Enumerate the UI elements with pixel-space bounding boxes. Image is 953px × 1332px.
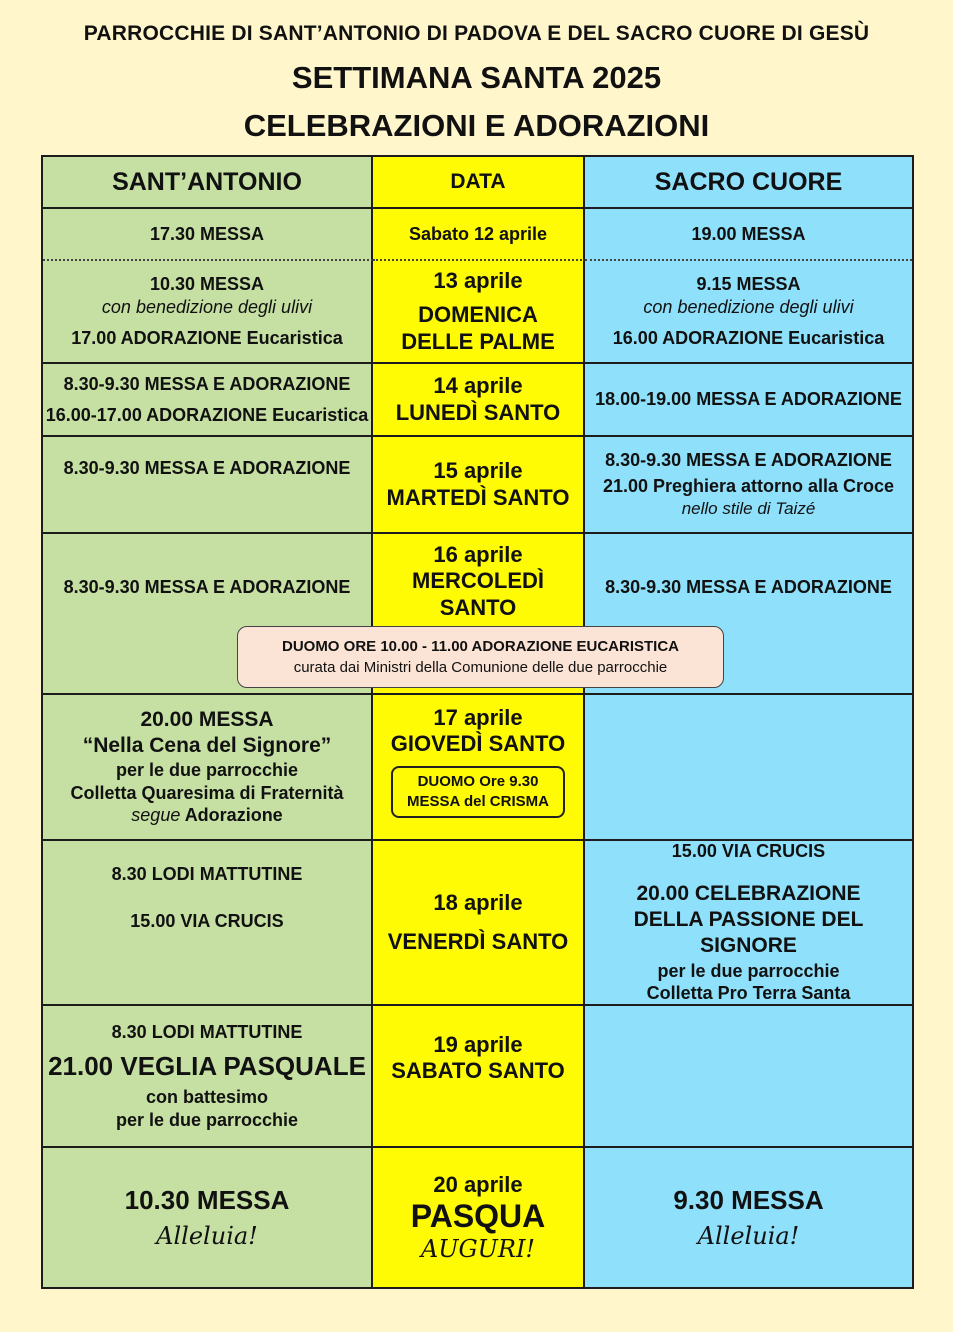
cell-r2-left	[43, 261, 373, 364]
cell-r4-right	[585, 437, 912, 534]
date-text: 16 aprile	[433, 542, 523, 567]
cell-text-line	[131, 804, 282, 827]
cell-text: 8.30-9.30 MESSA E ADORAZIONE	[63, 577, 351, 597]
date-text: 13 aprile	[433, 267, 523, 293]
cell-r7-right	[585, 841, 912, 1006]
cell-r3-date	[373, 364, 585, 437]
cell-text: DELLA PASSIONE DEL SIGNORE	[633, 908, 864, 958]
cell-r9-right	[585, 1148, 912, 1287]
crisma-line2: MESSA del CRISMA	[407, 793, 549, 811]
cell-text: con benedizione degli ulivi	[643, 296, 854, 317]
day-text: SABATO SANTO	[391, 1058, 565, 1084]
cell-r4-date	[373, 437, 585, 534]
day-text: SANTO	[439, 594, 517, 620]
cell-text: 8.30-9.30 MESSA E ADORAZIONE	[605, 577, 892, 597]
cell-text: per le due parrocchie	[115, 760, 299, 781]
cell-r1-right: 19.00 MESSA	[585, 209, 912, 261]
cell-text: Colletta Quaresima di Fraternità	[70, 782, 344, 803]
date-text: 20 aprile	[433, 1171, 523, 1197]
page-subtitle: CELEBRAZIONI E ADORAZIONI	[243, 108, 710, 143]
cell-r9-date	[373, 1148, 585, 1287]
page-title: SETTIMANA SANTA 2025	[291, 60, 662, 95]
date-text: 14 aprile	[433, 373, 523, 399]
date-text: 17 aprile	[433, 705, 523, 730]
cell-r8-right	[585, 1006, 912, 1148]
column-header-sacro-cuore: SACRO CUORE	[585, 157, 912, 209]
cell-r6-right	[585, 695, 912, 841]
cell-r4-left	[43, 437, 373, 534]
cell-text: 16.00 ADORAZIONE Eucaristica	[612, 328, 885, 349]
day-text: MARTEDÌ SANTO	[386, 484, 570, 510]
cell-text: con benedizione degli ulivi	[101, 296, 313, 317]
cell-text: per le due parrocchie	[115, 1109, 299, 1130]
cell-text: 8.30-9.30 MESSA E ADORAZIONE	[63, 374, 351, 394]
day-text: DELLE PALME	[401, 328, 555, 354]
cell-r8-date	[373, 1006, 585, 1148]
crisma-box	[391, 766, 565, 819]
cell-r2-right	[585, 261, 912, 364]
cell-text: 9.30 MESSA	[673, 1185, 824, 1215]
cell-text: 20.00 CELEBRAZIONE	[636, 881, 861, 905]
cell-text: 15.00 VIA CRUCIS	[671, 841, 826, 862]
duomo-adoration-notice	[237, 626, 724, 688]
cell-text: nello stile di Taizé	[681, 498, 816, 518]
cell-text: 8.30 LODI MATTUTINE	[111, 864, 303, 884]
cell-text: 15.00 VIA CRUCIS	[130, 910, 284, 931]
date-text: 15 aprile	[433, 458, 523, 484]
day-text: DOMENICA	[418, 302, 538, 328]
cell-text: 8.30-9.30 MESSA E ADORAZIONE	[605, 449, 892, 470]
cell-text: segue	[131, 805, 181, 826]
cell-r3-right: 18.00-19.00 MESSA E ADORAZIONE	[585, 364, 912, 437]
cell-text: 8.30 LODI MATTUTINE	[111, 1021, 303, 1042]
cell-r6-date	[373, 695, 585, 841]
cell-r2-date	[373, 261, 585, 364]
cell-text: 21.00 Preghiera attorno alla Croce	[602, 476, 895, 497]
cell-text: Alleluia!	[697, 1222, 800, 1250]
day-text: GIOVEDÌ SANTO	[390, 731, 566, 757]
schedule-table	[41, 155, 914, 1289]
cell-r8-left	[43, 1006, 373, 1148]
cell-text: 10.30 MESSA	[124, 1185, 290, 1215]
date-text: 18 aprile	[433, 890, 523, 916]
cell-text: 20.00 MESSA	[140, 707, 274, 731]
cell-text: 16.00-17.00 ADORAZIONE Eucaristica	[45, 404, 369, 425]
cell-text: AUGURI!	[420, 1235, 536, 1264]
cell-r7-left	[43, 841, 373, 1006]
cell-r9-left	[43, 1148, 373, 1287]
duomo-title: DUOMO ORE 10.00 - 11.00 ADORAZIONE EUCARISTICA	[281, 638, 680, 655]
cell-text: Alleluia!	[156, 1222, 258, 1250]
day-text: VENERDÌ SANTO	[387, 928, 569, 954]
cell-text: 21.00 VEGLIA PASQUALE	[48, 1051, 366, 1082]
duomo-subtitle: curata dai Ministri della Comunione delle due parrocchie	[293, 659, 668, 676]
cell-r1-left: 17.30 MESSA	[43, 209, 373, 261]
cell-text: Colletta Pro Terra Santa	[646, 983, 851, 1004]
cell-text: 17.00 ADORAZIONE Eucaristica	[71, 328, 343, 349]
cell-text: per le due parrocchie	[657, 960, 840, 981]
cell-text: con battesimo	[145, 1087, 269, 1108]
column-header-data: DATA	[373, 157, 585, 209]
cell-r3-left	[43, 364, 373, 437]
column-header-sant-antonio: SANT’ANTONIO	[43, 157, 373, 209]
cell-text: 10.30 MESSA	[149, 274, 265, 295]
cell-text: 8.30-9.30 MESSA E ADORAZIONE	[63, 458, 351, 478]
cell-text: “Nella Cena del Signore”	[82, 733, 332, 757]
crisma-line1: DUOMO Ore 9.30	[417, 772, 539, 790]
day-text: MERCOLEDÌ	[412, 568, 544, 594]
cell-text: 9.15 MESSA	[696, 274, 801, 295]
cell-r1-date: Sabato 12 aprile	[373, 209, 585, 261]
date-text: 19 aprile	[433, 1032, 523, 1057]
cell-r6-left	[43, 695, 373, 841]
day-text: LUNEDÌ SANTO	[395, 399, 561, 425]
cell-text: Adorazione	[184, 805, 283, 826]
parishes-heading: PARROCCHIE DI SANT’ANTONIO DI PADOVA E DEL SACRO CUORE DI GESÙ	[83, 22, 870, 45]
day-text: PASQUA	[410, 1198, 546, 1235]
cell-r7-date	[373, 841, 585, 1006]
